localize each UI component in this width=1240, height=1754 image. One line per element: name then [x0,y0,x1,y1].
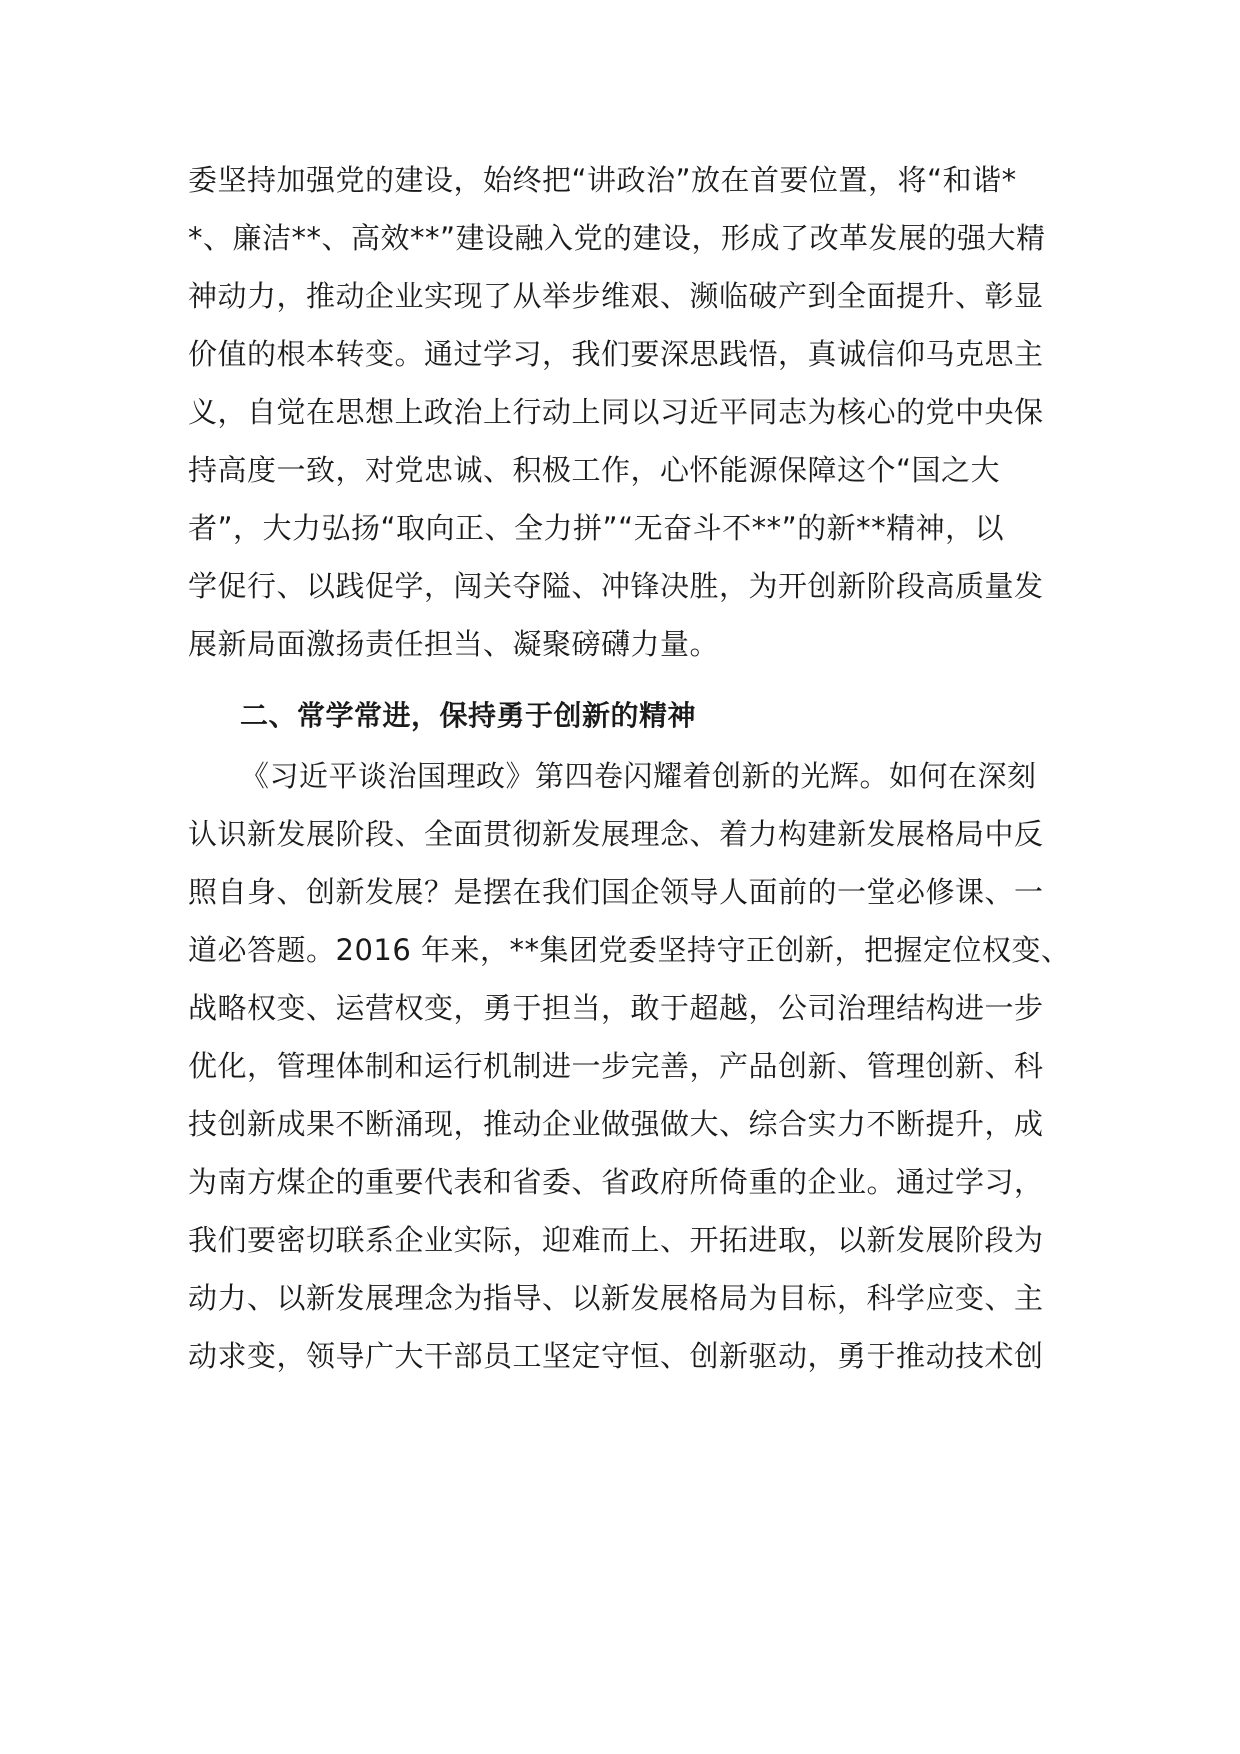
paragraph-line: 价值的根本转变。通过学习，我们要深思践悟，真诚信仰马克思主 [188,337,1044,371]
paragraph-line: 委坚持加强党的建设，始终把“讲政治”放在首要位置，将“和谐* [188,163,1017,197]
paragraph-line: *、廉洁**、高效**”建设融入党的建设，形成了改革发展的强大精 [188,221,1046,255]
paragraph-line: 认识新发展阶段、全面贯彻新发展理念、着力构建新发展格局中反 [188,817,1044,851]
paragraph-line: 为南方煤企的重要代表和省委、省政府所倚重的企业。通过学习， [188,1165,1044,1199]
paragraph-line: 者”，大力弘扬“取向正、全力拼”“无奋斗不**”的新**精神，以 [188,511,1005,545]
paragraph-line: 道必答题。2016 年来，**集团党委坚持守正创新，把握定位权变、 [188,933,1071,967]
section-heading: 二、常学常进，保持勇于创新的精神 [240,699,697,732]
paragraph-line: 展新局面激扬责任担当、凝聚磅礴力量。 [188,627,720,661]
paragraph-line: 我们要密切联系企业实际，迎难而上、开拓进取，以新发展阶段为 [188,1223,1044,1257]
paragraph-line: 优化，管理体制和运行机制进一步完善，产品创新、管理创新、科 [188,1049,1044,1083]
paragraph-line: 义，自觉在思想上政治上行动上同以习近平同志为核心的党中央保 [188,395,1044,429]
paragraph-line: 学促行、以践促学，闯关夺隘、冲锋决胜，为开创新阶段高质量发 [188,569,1044,603]
paragraph-line: 持高度一致，对党忠诚、积极工作，心怀能源保障这个“国之大 [188,453,1001,487]
paragraph-line: 神动力，推动企业实现了从举步维艰、濒临破产到全面提升、彰显 [188,279,1044,313]
paragraph-line: 战略权变、运营权变，勇于担当，敢于超越，公司治理结构进一步 [188,991,1044,1025]
paragraph-line: 动求变，领导广大干部员工坚定守恒、创新驱动，勇于推动技术创 [188,1339,1044,1373]
paragraph-line: 照自身、创新发展？是摆在我们国企领导人面前的一堂必修课、一 [188,875,1044,909]
paragraph-line: 动力、以新发展理念为指导、以新发展格局为目标，科学应变、主 [188,1281,1044,1315]
paragraph-line: 技创新成果不断涌现，推动企业做强做大、综合实力不断提升，成 [188,1107,1044,1141]
paragraph-line: 《习近平谈治国理政》第四卷闪耀着创新的光辉。如何在深刻 [240,759,1037,793]
